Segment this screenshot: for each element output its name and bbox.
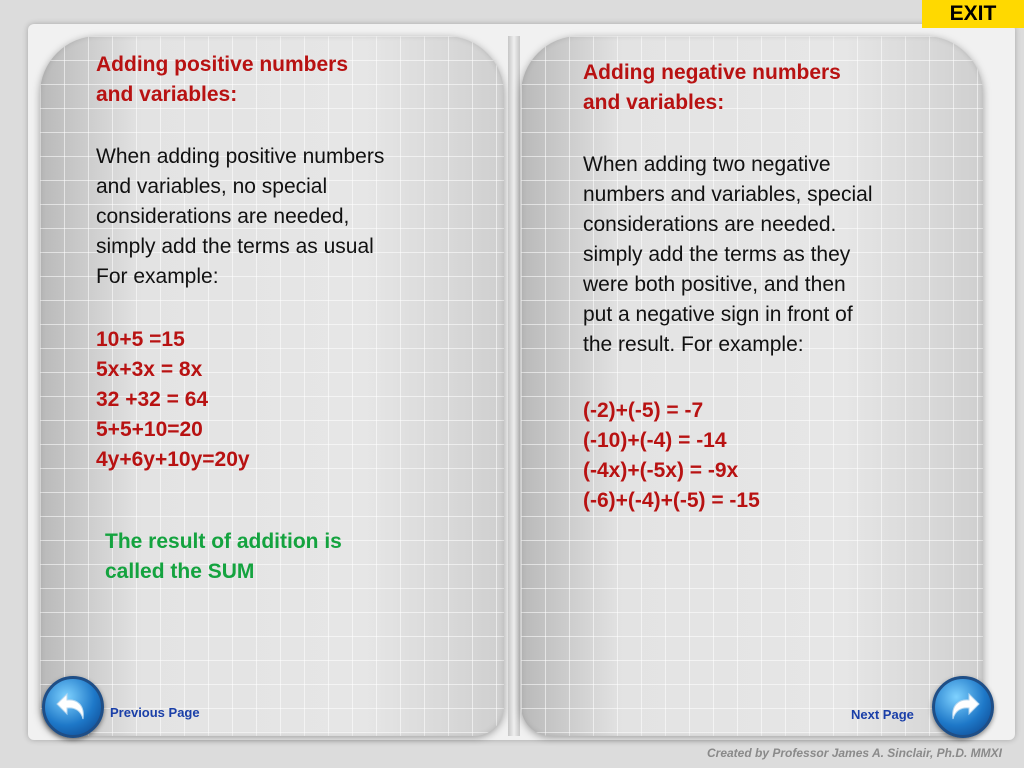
right-page: [521, 36, 983, 736]
exit-button[interactable]: EXIT: [922, 0, 1024, 28]
back-arrow-icon: [53, 687, 93, 727]
left-page-heading: Adding positive numbers and variables:: [96, 53, 349, 106]
right-page-heading: Adding negative numbers and variables:: [583, 61, 841, 114]
previous-page-link[interactable]: Previous Page: [110, 705, 200, 720]
right-page-body: When adding two negative numbers and variables, special considerations are needed. simply add the terms as they were both positive, and then put a negative sign in front of the result. For example:: [583, 153, 873, 356]
credit-text: Created by Professor James A. Sinclair, Ph.D. MMXI: [707, 746, 1002, 760]
right-page-examples: (-2)+(-5) = -7 (-10)+(-4) = -14 (-4x)+(-5x) = -9x (-6)+(-4)+(-5) = -15: [583, 399, 760, 512]
left-page-examples: 10+5 =15 5x+3x = 8x 32 +32 = 64 5+5+10=20 4y+6y+10y=20y: [96, 328, 250, 471]
book-spine: [508, 36, 520, 736]
left-page-body: When adding positive numbers and variables, no special considerations are needed, simply add the terms as usual For example:: [96, 145, 385, 288]
next-page-button[interactable]: [932, 676, 994, 738]
sum-note: The result of addition is called the SUM: [105, 530, 342, 583]
next-page-link[interactable]: Next Page: [851, 707, 914, 722]
previous-page-button[interactable]: [42, 676, 104, 738]
forward-arrow-icon: [943, 687, 983, 727]
